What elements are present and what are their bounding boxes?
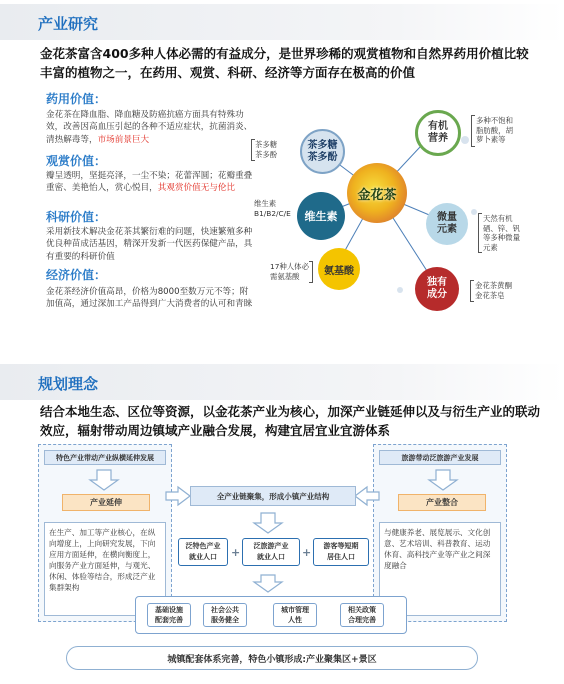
node-vitamin [297,192,345,240]
category-body-economic: 金花茶经济价值高昂，价格为8000至数万元不等；附加值高，通过深加工产品得到广大消费者的认可和青睐 [46,287,253,310]
note-bracket [470,280,474,302]
node-trace-element [426,203,468,245]
category-body-medicinal [46,109,256,146]
svg-text:+: + [302,546,312,559]
support-urban-management: 城市管理 人性 [273,603,317,627]
center-label: 金花茶 [357,187,397,203]
note-tea-polysaccharide: 茶多糖 茶多酚 [255,140,278,159]
left-sub: 产业延伸 [62,494,150,511]
right-desc: 与健康养老、展览展示、文化创意、艺术培训、科普教育、运动休育、高科技产业等产业之间深度融合 [379,522,501,616]
category-title-research: 科研价值： [46,210,107,224]
category-text: 金花茶在降血脂、降血糖及防癌抗癌方面具有特殊功效，改善因高血压引起的各种不适应症状，抗菌消炎、清热解毒等， [46,110,253,145]
svg-text:+: + [231,546,241,559]
node-label: 微量 元素 [437,212,457,235]
middle-node-tourism: 泛旅游产业 就业人口 [242,538,300,566]
left-head: 特色产业带动产业纵横延伸发展 [44,450,166,465]
right-sub: 产业整合 [398,494,486,511]
note-trace-element: 天然有机 硒、锌、钒 等多种微量 元素 [483,214,520,252]
note-bracket [309,261,313,283]
category-text: 瓣呈透明，坚挺亮泽，一尘不染；花蕾浑圆；花瓣重叠重密、美艳怡人，赏心悦目， [46,171,253,194]
note-bracket [251,139,255,161]
middle-top: 全产业链聚集，形成小镇产业结构 [190,486,356,506]
category-title-ornamental: 观赏价值： [46,154,107,168]
note-bracket [478,213,482,253]
support-infrastructure: 基础设施 配套完善 [147,603,191,627]
middle-node-characteristic: 泛特色产业 就业人口 [178,538,228,566]
category-title-medicinal: 药用价值： [46,92,107,106]
category-highlight: 其观赏价值无与伦比 [157,183,236,194]
node-label: 茶多糖 茶多酚 [307,139,338,163]
support-public-services: 社会公共 服务健全 [203,603,247,627]
node-label: 维生素 [304,210,338,223]
note-vitamin: 维生素 B1/B2/C/E [254,199,291,218]
support-policy: 相关政策 合理完善 [340,603,384,627]
node-label: 氨基酸 [324,265,354,277]
section1-lead: 金花茶富含400多种人体必需的有益成分，是世界珍稀的观赏植物和自然界药用价植比较丰富的植物之一，在药用、观赏、科研、经济等方面存在极高的价值 [40,46,529,80]
section2-title: 规划理念 [38,375,99,393]
left-desc: 在生产、加工等产业核心，在纵向增度上，上向研究发展，下向应用方面延伸，在横向衡度上，向服务产业方面延伸，与观光、休闲、体验等结合，形成泛产业集群架构 [44,522,166,616]
node-organic-nutrition [415,110,461,156]
footer-banner: 城镇配套体系完善，特色小镇形成:产业聚集区+景区 [66,646,478,670]
right-head: 旅游带动泛旅游产业发展 [379,450,501,465]
note-organic-nutrition: 多种不饱和 脂肪酸，胡 萝卜素等 [476,116,513,144]
section1-title: 产业研究 [38,15,99,33]
middle-node-visitors: 游客等短期 居住人口 [313,538,369,566]
category-title-economic: 经济价值： [46,268,107,282]
category-highlight: 市场前景巨大 [97,134,150,145]
section2-lead: 结合本地生态、区位等资源，以金花茶产业为核心，加深产业链延伸以及与衍生产业的联动效应，辐射带动周边镇域产业融合发展，构建宜居宜业宜游体系 [40,404,541,438]
note-amino-acid: 17种人体必 需氨基酸 [270,262,309,281]
node-unique-component [415,267,459,311]
note-bracket [471,115,475,147]
center-flower-circle [347,163,407,223]
node-label: 独有 成分 [427,277,447,300]
category-body-ornamental [46,170,256,195]
node-label: 有机 营养 [428,121,448,144]
note-unique-component: 金花茶黄酮 金花茶皂 [475,281,512,300]
node-tea-polysaccharide [300,129,345,174]
category-body-research: 采用新技术解决金花茶其繁衍难的问题，快速繁殖多种优良种苗成活基因，精深开发新一代医药保健产品，具有重要的科研价值 [46,227,253,262]
node-amino-acid [318,248,360,290]
